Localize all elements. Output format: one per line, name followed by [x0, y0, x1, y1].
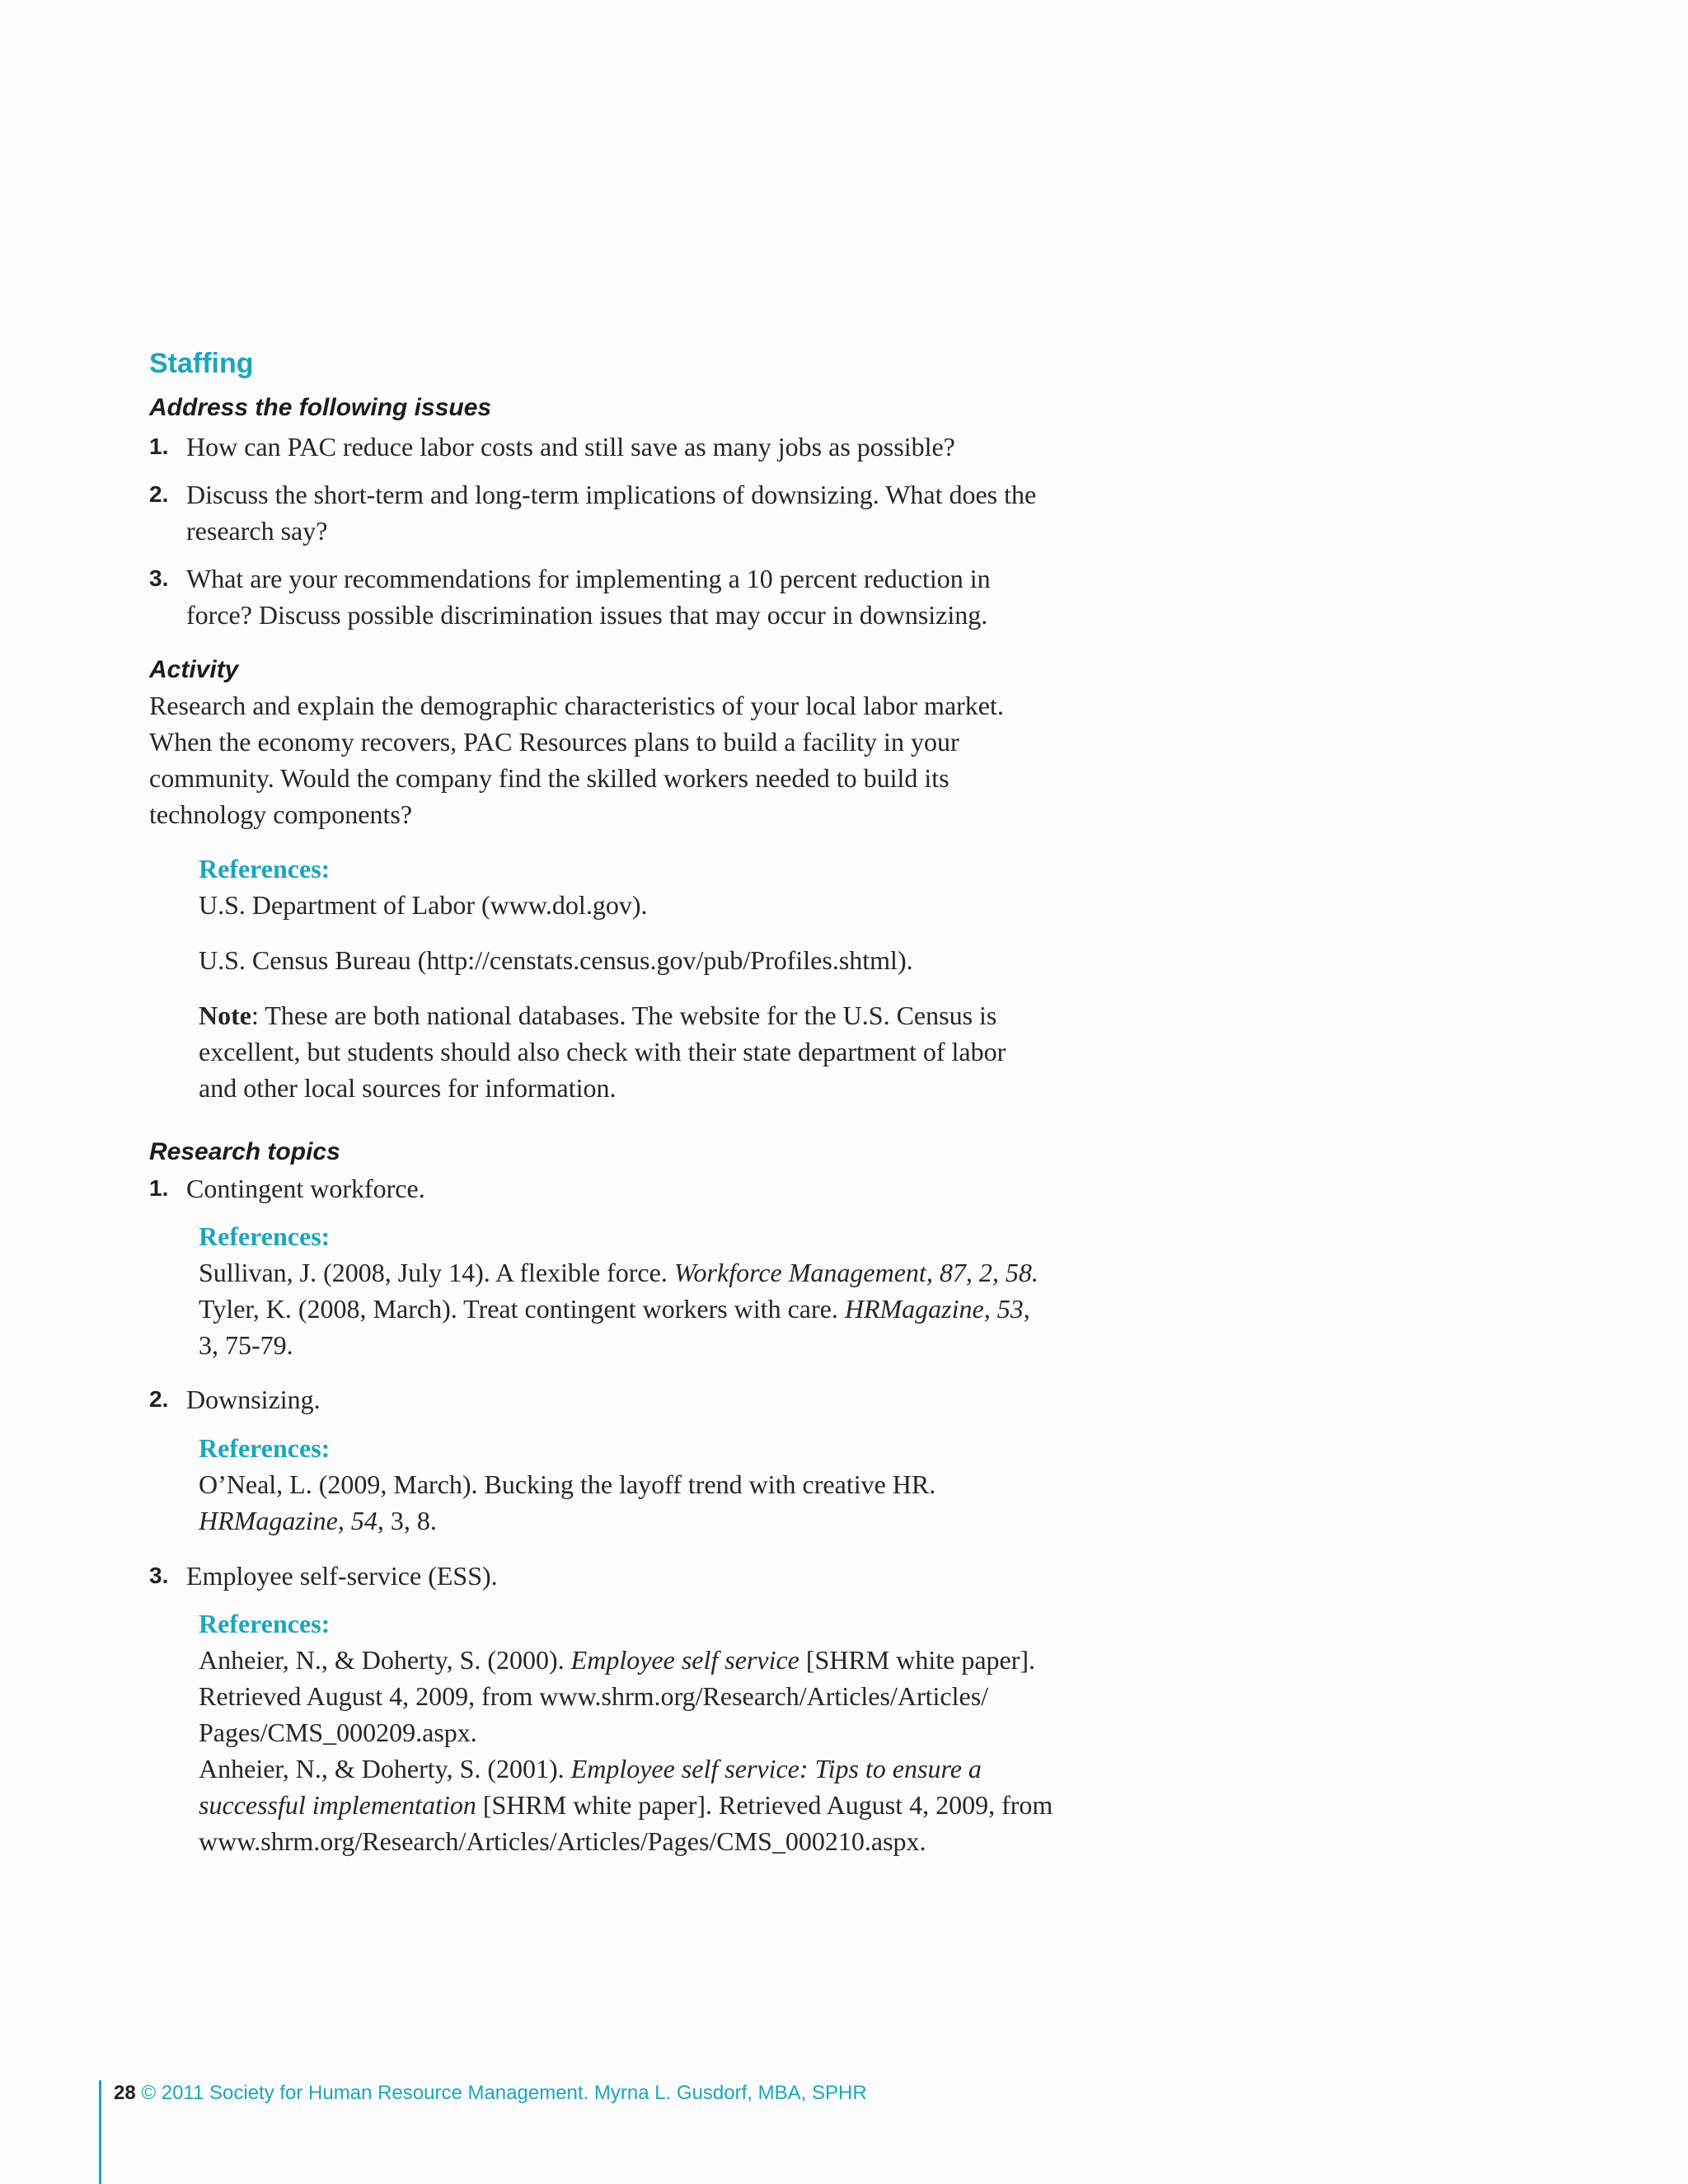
issue-text-line: force? Discuss possible discrimination issues that may occur in downsizing. [186, 600, 988, 630]
issue-number: 1. [149, 434, 169, 459]
issue-text: How can PAC reduce labor costs and still save as many jobs as possible? [186, 432, 955, 462]
reference-entry: U.S. Department of Labor (www.dol.gov). [199, 890, 648, 920]
ref-text: [SHRM white paper]. Retrieved August 4, 2009, from [476, 1790, 1053, 1820]
footer-rule [99, 2080, 101, 2184]
copyright-text: © 2011 Society for Human Resource Management. Myrna L. Gusdorf, MBA, SPHR [135, 2082, 867, 2104]
issues-heading: Address the following issues [149, 394, 492, 421]
topic-number: 2. [149, 1386, 169, 1412]
activity-line: technology components? [149, 799, 413, 829]
note-line [199, 997, 1130, 1033]
ref-journal: Workforce Management, 87, 2, 58. [673, 1258, 1039, 1287]
issue-text [186, 476, 1118, 549]
issue-number: 3. [149, 565, 169, 591]
ref-title: Employee self service: Tips to ensure a [570, 1754, 982, 1783]
ref-text: Anheier, N., & Doherty, S. (2000). [199, 1645, 571, 1675]
ref-title: successful implementation [199, 1790, 476, 1820]
note-paragraph [199, 997, 1130, 1106]
references-heading: References: [199, 1221, 331, 1251]
issue-text [186, 560, 1118, 633]
reference-entry-continued [199, 1787, 1130, 1823]
reference-list [199, 1642, 1130, 1859]
activity-line: Research and explain the demographic characteristics of your local labor market. [149, 691, 1004, 720]
ref-title: Employee self service [570, 1645, 799, 1675]
reference-entry [199, 1750, 1130, 1787]
reference-list [199, 1466, 1130, 1539]
ref-text: , 3, 8. [377, 1506, 437, 1535]
ref-journal: HRMagazine, 53 [844, 1294, 1024, 1324]
reference-entry-continued: Retrieved August 4, 2009, from www.shrm.org/Research/Articles/Articles/ [199, 1681, 989, 1711]
reference-entry-continued [199, 1502, 1130, 1539]
page-footer [114, 2080, 867, 2107]
reference-entry [199, 1291, 1130, 1327]
research-topics-heading: Research topics [149, 1138, 340, 1165]
reference-entry-continued: www.shrm.org/Research/Articles/Articles/Pages/CMS_000210.aspx. [199, 1826, 926, 1856]
page-number: 28 [114, 2082, 136, 2104]
ref-text: [SHRM white paper]. [799, 1645, 1036, 1675]
topic-title: Employee self-service (ESS). [186, 1561, 498, 1591]
note-text: : These are both national databases. The website for the U.S. Census is [251, 1001, 997, 1030]
reference-entry: U.S. Census Bureau (http://censtats.census.gov/pub/Profiles.shtml). [199, 945, 913, 975]
reference-entry [199, 1254, 1130, 1291]
issue-number: 2. [149, 481, 169, 507]
reference-entry [199, 1642, 1130, 1678]
reference-list [199, 1254, 1130, 1363]
topic-number: 1. [149, 1175, 169, 1201]
activity-line: community. Would the company find the skilled workers needed to build its [149, 763, 950, 793]
references-heading: References: [199, 1433, 331, 1463]
topic-number: 3. [149, 1563, 169, 1588]
activity-heading: Activity [149, 656, 239, 683]
reference-entry-continued: Pages/CMS_000209.aspx. [199, 1718, 477, 1747]
reference-entry: O’Neal, L. (2009, March). Bucking the layoff trend with creative HR. [199, 1469, 936, 1499]
note-label: Note [199, 1001, 251, 1030]
issue-text-line: Discuss the short-term and long-term implications of downsizing. What does the [186, 480, 1037, 509]
topic-title: Downsizing. [186, 1385, 321, 1414]
ref-text: Anheier, N., & Doherty, S. (2001). [199, 1754, 571, 1783]
topic-title: Contingent workforce. [186, 1174, 425, 1203]
activity-paragraph [149, 687, 1138, 832]
references-heading: References: [199, 854, 331, 883]
ref-journal: HRMagazine, 54 [199, 1506, 377, 1535]
activity-line: When the economy recovers, PAC Resources plans to build a facility in your [149, 727, 959, 757]
section-title: Staffing [149, 348, 254, 379]
ref-text: , [1023, 1294, 1030, 1324]
references-heading: References: [199, 1609, 331, 1638]
ref-text: Tyler, K. (2008, March). Treat contingent workers with care. [199, 1294, 845, 1324]
reference-entry-continued: 3, 75-79. [199, 1330, 293, 1360]
issue-text-line: research say? [186, 516, 328, 546]
note-line: excellent, but students should also check with their state department of labor [199, 1037, 1006, 1066]
issue-text-line: What are your recommendations for implementing a 10 percent reduction in [186, 564, 991, 593]
note-line: and other local sources for information. [199, 1073, 617, 1103]
ref-text: Sullivan, J. (2008, July 14). A flexible force. [199, 1258, 674, 1287]
